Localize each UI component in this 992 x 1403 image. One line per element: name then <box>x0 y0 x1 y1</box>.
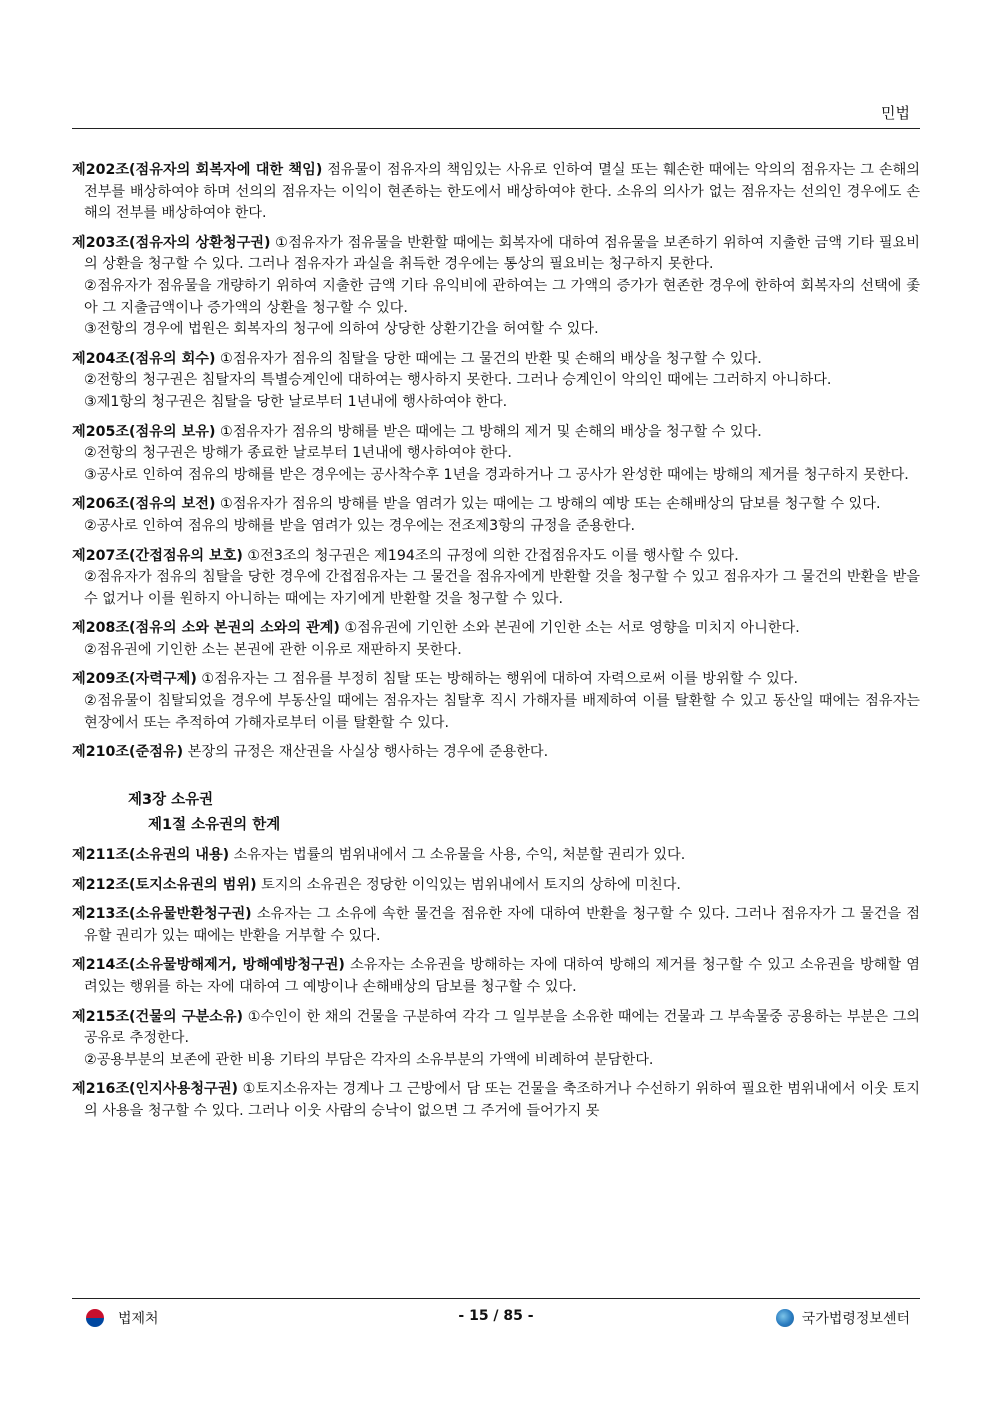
page-footer <box>72 1298 920 1339</box>
articles-group-ownership <box>72 845 920 1123</box>
article-heading: 제204조(점유의 회수) <box>72 350 216 367</box>
section-heading: 제1절 소유권의 한계 <box>148 817 281 834</box>
article-paragraph: 점유물이 점유자의 책임있는 사유로 인하여 멸실 또는 훼손한 때에는 악의의 점유자는 그 손해의 전부를 배상하여야 하며 선의의 점유자는 이익이 현존하는 한도에서 배상하여야 한다. 소유의 의사가 없는 점유자는 선의인 경우에도 손해의 전부를 배상하여야 한다. <box>84 162 920 222</box>
article-paragraph: ②전항의 청구권은 침탈자의 특별승계인에 대하여는 행사하지 못한다. 그러나 승계인이 악의인 때에는 그러하지 아니하다. <box>84 372 832 389</box>
globe-icon <box>776 1309 794 1327</box>
article-heading: 제214조(소유물방해제거, 방해예방청구권) <box>72 957 345 974</box>
article-heading: 제216조(인지사용청구권) <box>72 1081 238 1098</box>
article-paragraph: 소유자는 소유권을 방해하는 자에 대하여 방해의 제거를 청구할 수 있고 소유권을 방해할 염려있는 행위를 하는 자에 대하여 그 예방이나 손해배상의 담보를 청구할 수 있다. <box>84 957 920 995</box>
article-heading: 제209조(자력구제) <box>72 671 197 688</box>
article-paragraph: ①점유자가 점유물을 반환할 때에는 회복자에 대하여 점유물을 보존하기 위하여 지출한 금액 기타 필요비의 상환을 청구할 수 있다. 그러나 점유자가 과실을 취득한 경우에는 통상의 필요비는 청구하지 못한다. <box>84 234 920 273</box>
article-paragraph: ②점유권에 기인한 소는 본권에 관한 이유로 재판하지 못한다. <box>84 641 462 658</box>
article-paragraph: 토지의 소유권은 정당한 이익있는 범위내에서 토지의 상하에 미친다. <box>261 876 681 893</box>
article-paragraph: ①점유자는 그 점유를 부정히 침탈 또는 방해하는 행위에 대하여 자력으로써 이를 방위할 수 있다. <box>201 671 798 688</box>
article-paragraph: ②공용부분의 보존에 관한 비용 기타의 부담은 각자의 소유부분의 가액에 비례하여 분담한다. <box>84 1051 654 1068</box>
articles-group-possession <box>72 160 920 764</box>
article <box>72 669 920 734</box>
article <box>72 422 920 487</box>
article-heading: 제212조(토지소유권의 범위) <box>72 876 257 893</box>
article-paragraph: ③공사로 인하여 점유의 방해를 받은 경우에는 공사착수후 1년을 경과하거나 그 공사가 완성한 때에는 방해의 제거를 청구하지 못한다. <box>84 466 909 483</box>
article <box>72 955 920 998</box>
article-paragraph: ②공사로 인하여 점유의 방해를 받을 염려가 있는 경우에는 전조제3항의 규정을 준용한다. <box>84 517 636 534</box>
footer-right <box>776 1308 910 1328</box>
article-heading: 제207조(간접점유의 보호) <box>72 547 243 564</box>
article <box>72 845 920 867</box>
article-paragraph: ②점유물이 침탈되었을 경우에 부동산일 때에는 점유자는 침탈후 직시 가해자를 배제하여 이를 탈환할 수 있고 동산일 때에는 점유자는 현장에서 또는 추적하여 가해자로부터 이를 탈환할 수 있다. <box>84 693 920 731</box>
article-paragraph: ①수인이 한 채의 건물을 구분하여 각각 그 일부분을 소유한 때에는 건물과 그 부속물중 공용하는 부분은 그의 공유로 추정한다. <box>84 1008 920 1047</box>
article <box>72 742 920 764</box>
page-number: - 15 / 85 - <box>458 1308 534 1324</box>
chapter-heading: 제3장 소유권 <box>128 791 214 808</box>
page-header <box>72 96 920 129</box>
article-paragraph: ①점유자가 점유의 방해를 받을 염려가 있는 때에는 그 방해의 예방 또는 손해배상의 담보를 청구할 수 있다. <box>219 496 881 513</box>
publisher-label: 법제처 <box>118 1311 159 1327</box>
article-paragraph: 소유자는 법률의 범위내에서 그 소유물을 사용, 수익, 처분할 권리가 있다. <box>233 847 686 864</box>
article-paragraph: ②점유자가 점유물을 개량하기 위하여 지출한 금액 기타 유익비에 관하여는 그 가액의 증가가 현존한 경우에 한하여 회복자의 선택에 좇아 그 지출금액이나 증가액의 상환을 청구할 수 있다. <box>84 277 920 316</box>
article <box>72 1007 920 1072</box>
article-paragraph: ①토지소유자는 경계나 그 근방에서 담 또는 건물을 축조하거나 수선하기 위하여 필요한 범위내에서 이웃 토지의 사용을 청구할 수 있다. 그러나 이웃 사람의 승낙이 없으면 그 주거에 들어가지 못 <box>84 1081 921 1119</box>
document-title: 민법 <box>881 104 910 122</box>
article-heading: 제215조(건물의 구분소유) <box>72 1008 244 1025</box>
article-paragraph: 소유자는 그 소유에 속한 물건을 점유한 자에 대하여 반환을 청구할 수 있다. 그러나 점유자가 그 물건을 점유할 권리가 있는 때에는 반환을 거부할 수 있다. <box>84 906 920 944</box>
article <box>72 349 920 414</box>
article-heading: 제213조(소유물반환청구권) <box>72 906 252 923</box>
article-heading: 제202조(점유자의 회복자에 대한 책임) <box>72 162 323 178</box>
article-paragraph: 본장의 규정은 재산권을 사실상 행사하는 경우에 준용한다. <box>187 744 549 761</box>
article-paragraph: ②점유자가 점유의 침탈을 당한 경우에 간접점유자는 그 물건을 점유자에게 반환할 것을 청구할 수 있고 점유자가 그 물건의 반환을 받을 수 없거나 이를 원하지 아니하는 때에는 자기에게 반환할 것을 청구할 수 있다. <box>84 569 920 607</box>
document-body <box>72 160 920 1131</box>
article <box>72 233 920 341</box>
article-heading: 제210조(준점유) <box>72 744 184 761</box>
article <box>72 904 920 947</box>
article-paragraph: ①전3조의 청구권은 제194조의 규정에 의한 간접점유자도 이를 행사할 수 있다. <box>247 547 739 564</box>
article-paragraph: ③전항의 경우에 법원은 회복자의 청구에 의하여 상당한 상환기간을 허여할 수 있다. <box>84 321 599 338</box>
article <box>72 1079 920 1122</box>
article-paragraph: ①점유권에 기인한 소와 본권에 기인한 소는 서로 영향을 미치지 아니한다. <box>344 620 800 637</box>
article-heading: 제203조(점유자의 상환청구권) <box>72 234 271 251</box>
article <box>72 618 920 661</box>
article <box>72 494 920 537</box>
article <box>72 875 920 897</box>
article-paragraph: ②전항의 청구권은 방해가 종료한 날로부터 1년내에 행사하여야 한다. <box>84 445 512 462</box>
article-paragraph: ①점유자가 점유의 침탈을 당한 때에는 그 물건의 반환 및 손해의 배상을 청구할 수 있다. <box>219 350 762 367</box>
article-heading: 제211조(소유권의 내용) <box>72 847 230 864</box>
article-heading: 제208조(점유의 소와 본권의 소와의 관계) <box>72 620 340 637</box>
law-center-label: 국가법령정보센터 <box>801 1311 910 1327</box>
article-heading: 제206조(점유의 보전) <box>72 496 216 513</box>
article <box>72 546 920 611</box>
article <box>72 160 920 225</box>
article-paragraph: ①점유자가 점유의 방해를 받은 때에는 그 방해의 제거 및 손해의 배상을 청구할 수 있다. <box>219 423 762 440</box>
article-heading: 제205조(점유의 보유) <box>72 423 216 440</box>
article-paragraph: ③제1항의 청구권은 침탈을 당한 날로부터 1년내에 행사하여야 한다. <box>84 393 508 410</box>
